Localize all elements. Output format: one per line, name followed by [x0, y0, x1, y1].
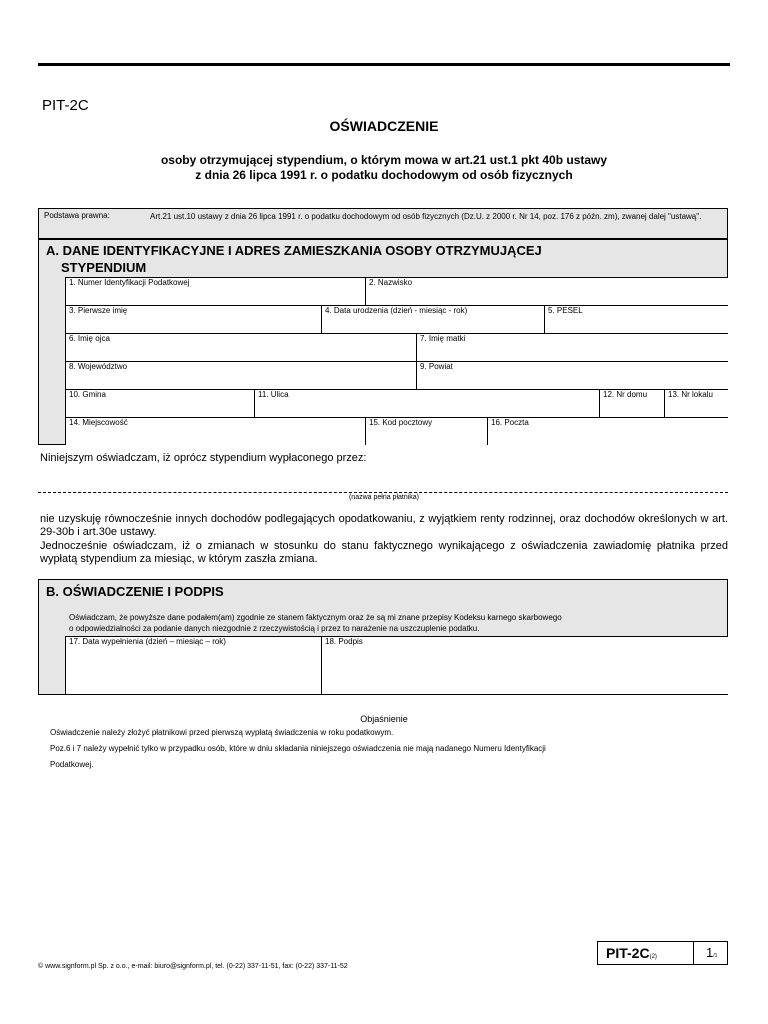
birth-date-field[interactable]: 4. Data urodzenia (dzień - miesiąc - rok) [321, 305, 544, 333]
mother-name-field[interactable]: 7. Imię matki [416, 333, 728, 361]
top-rule [38, 63, 730, 66]
explanation-line-3: Podatkowej. [50, 760, 94, 769]
voivodeship-field[interactable]: 8. Województwo [65, 361, 416, 389]
section-b-statement [69, 612, 719, 634]
section-a-title [46, 242, 646, 276]
father-name-field[interactable]: 6. Imię ojca [65, 333, 416, 361]
explanation-line-2: Poz.6 i 7 należy wypełnić tylko w przypadku osób, które w dniu składania niniejszego oświadczenia nie mają nadanego Numeru Identyfikacji [50, 744, 546, 753]
pesel-field[interactable]: 5. PESEL [544, 305, 728, 333]
section-b-statement-line-1: Oświadczam, że powyższe dane podałem(am) zgodnie ze stanem faktycznym oraz że są mi znane przepisy Kodeksu karnego skarbowego [69, 613, 562, 622]
form-subtitle [0, 153, 768, 183]
commune-field[interactable]: 10. Gmina [65, 389, 254, 417]
payer-name-line[interactable] [38, 492, 728, 493]
footer-form-version: (2) [649, 954, 657, 960]
street-field[interactable]: 11. Ulica [254, 389, 599, 417]
payer-name-caption: (nazwa pełna płatnika) [348, 494, 420, 501]
first-name-field[interactable]: 3. Pierwsze imię [65, 305, 321, 333]
footer-publisher: © www.signform.pl Sp. z o.o., e-mail: biuro@signform.pl, tel. (0-22) 337-11-51, fax: (0-22) 337-11-52 [38, 963, 348, 970]
declaration-paragraph-1: nie uzyskuję równocześnie innych dochodów podlegających opodatkowaniu, z wyjątkiem renty rodzinnej, oraz dochodów określonych w art. 29-30b i art.30e ustawy. [40, 513, 728, 538]
subtitle-line-2: z dnia 26 lipca 1991 r. o podatku dochodowym od osób fizycznych [195, 168, 573, 182]
surname-field[interactable]: 2. Nazwisko [365, 277, 728, 305]
post-office-field[interactable]: 16. Poczta [487, 417, 728, 445]
declaration-intro: Niniejszym oświadczam, iż oprócz stypendium wypłaconego przez: [40, 452, 367, 464]
section-b-statement-line-2: o odpowiedzialności za podanie danych niezgodnie z rzeczywistością i przez to narażenie na uszczuplenie podatku. [69, 624, 480, 633]
footer-separator [693, 942, 694, 964]
section-a-fields [65, 277, 728, 445]
section-b-fields [65, 636, 728, 694]
signature-field[interactable]: 18. Podpis [321, 636, 728, 694]
form-code: PIT-2C [42, 97, 89, 114]
nip-field[interactable]: 1. Numer Identyfikacji Podatkowej [65, 277, 365, 305]
legal-basis-text: Art.21 ust.10 ustawy z dnia 26 lipca 1991 r. o podatku dochodowym od osób fizycznych (Dz.U. z 2000 r. Nr 14, poz. 176 z późn. zm), zwanej dalej "ustawą". [150, 212, 702, 221]
footer-page-total: /1 [713, 953, 718, 959]
postal-code-field[interactable]: 15. Kod pocztowy [365, 417, 487, 445]
footer-form-box [597, 941, 728, 965]
section-a-title-line-1: A. DANE IDENTYFIKACYJNE I ADRES ZAMIESZKANIA OSOBY OTRZYMUJĄCEJ [46, 243, 542, 258]
house-number-field[interactable]: 12. Nr domu [599, 389, 664, 417]
legal-basis-label: Podstawa prawna: [44, 211, 110, 220]
locality-field[interactable]: 14. Miejscowość [65, 417, 365, 445]
form-title: OŚWIADCZENIE [329, 118, 439, 134]
section-a-title-line-2: STYPENDIUM [61, 260, 147, 275]
apartment-number-field[interactable]: 13. Nr lokalu [664, 389, 728, 417]
subtitle-line-1: osoby otrzymującej stypendium, o którym mowa w art.21 ust.1 pkt 40b ustawy [160, 153, 608, 167]
county-field[interactable]: 9. Powiat [416, 361, 728, 389]
footer-page-number: 1/1 [706, 945, 718, 960]
section-b-title: B. OŚWIADCZENIE I PODPIS [46, 584, 224, 599]
explanation-title: Objaśnienie [360, 714, 408, 724]
footer-form-code: PIT-2C(2) [606, 945, 657, 961]
section-b [38, 579, 728, 695]
fill-date-field[interactable]: 17. Data wypełnienia (dzień – miesiąc – rok) [65, 636, 321, 694]
legal-basis-box [38, 208, 728, 239]
explanation-line-1: Oświadczenie należy złożyć płatnikowi przed pierwszą wypłatą świadczenia w roku podatkowym. [50, 728, 394, 737]
declaration-paragraph-2: Jednocześnie oświadczam, iż o zmianach w stosunku do stanu faktycznego wynikającego z oświadczenia zawiadomię płatnika przed wypłatą stypendium za miesiąc, w którym zaszła zmiana. [40, 540, 728, 565]
section-a [38, 239, 728, 445]
